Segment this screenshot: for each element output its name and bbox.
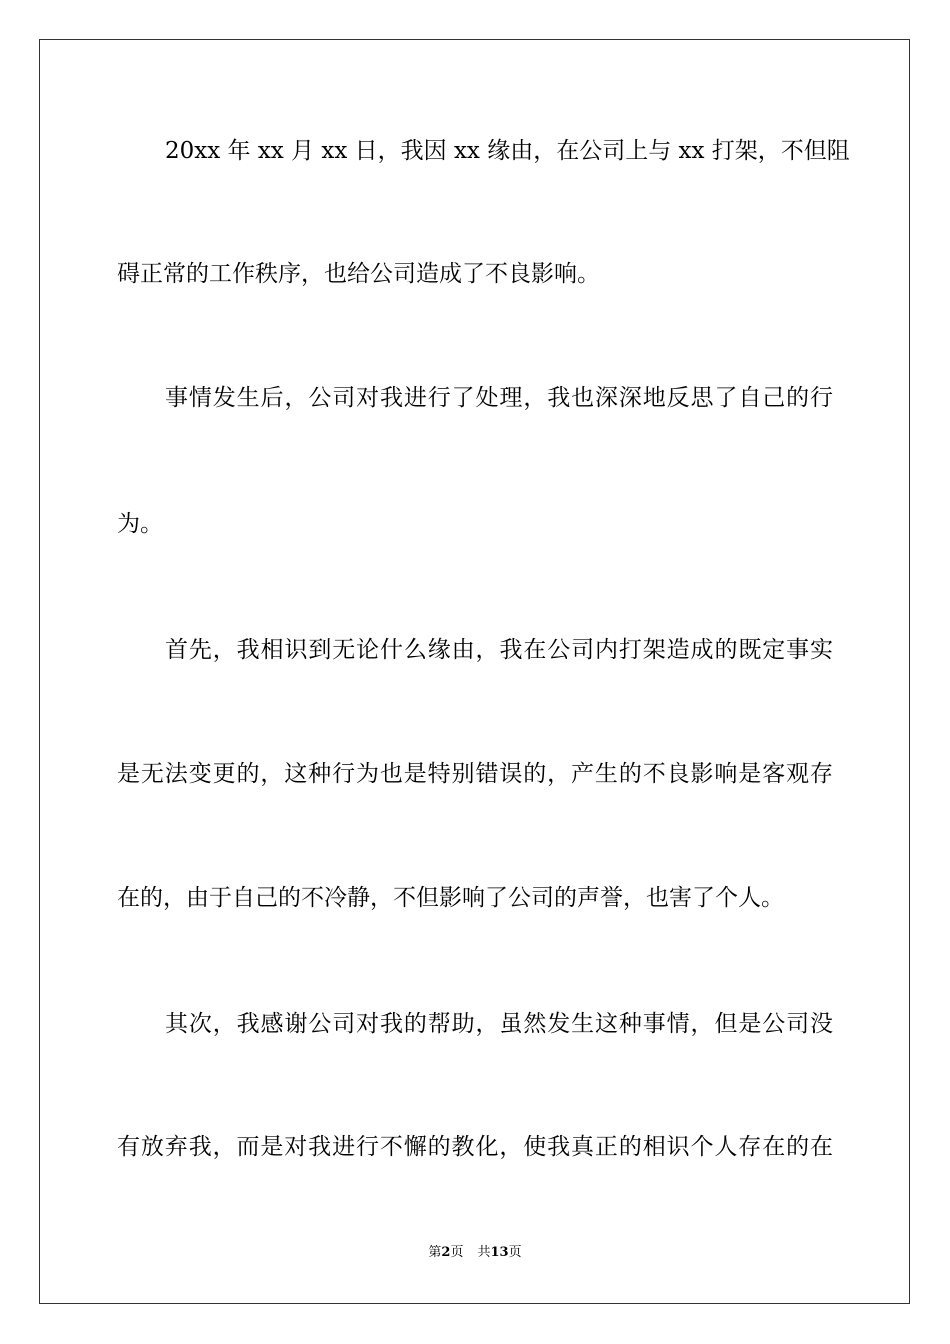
body-line-1: 20xx 年 xx 月 xx 日，我因 xx 缘由，在公司上与 xx 打架，不但阻: [165, 138, 850, 164]
body-line-5: 首先，我相识到无论什么缘由，我在公司内打架造成的既定事实: [165, 637, 833, 663]
page-prefix: 第: [428, 1245, 442, 1260]
page-frame: [39, 39, 910, 1304]
page-suffix: 页: [450, 1245, 464, 1260]
body-line-6: 是无法变更的，这种行为也是特别错误的，产生的不良影响是客观存: [117, 761, 833, 787]
page-number: 2: [441, 1245, 451, 1260]
body-line-4: 为。: [117, 511, 163, 537]
body-line-2: 碍正常的工作秩序，也给公司造成了不良影响。: [117, 261, 600, 287]
page-footer: [0, 1244, 950, 1262]
total-prefix: 共: [477, 1245, 491, 1260]
body-line-8: 其次，我感谢公司对我的帮助，虽然发生这种事情，但是公司没: [165, 1011, 833, 1037]
body-line-9: 有放弃我，而是对我进行不懈的教化，使我真正的相识个人存在的在: [117, 1134, 833, 1160]
body-line-7: 在的，由于自己的不冷静，不但影响了公司的声誉，也害了个人。: [117, 885, 784, 911]
total-pages: 13: [490, 1245, 509, 1260]
total-suffix: 页: [508, 1245, 522, 1260]
body-line-3: 事情发生后，公司对我进行了处理，我也深深地反思了自己的行: [165, 385, 833, 411]
